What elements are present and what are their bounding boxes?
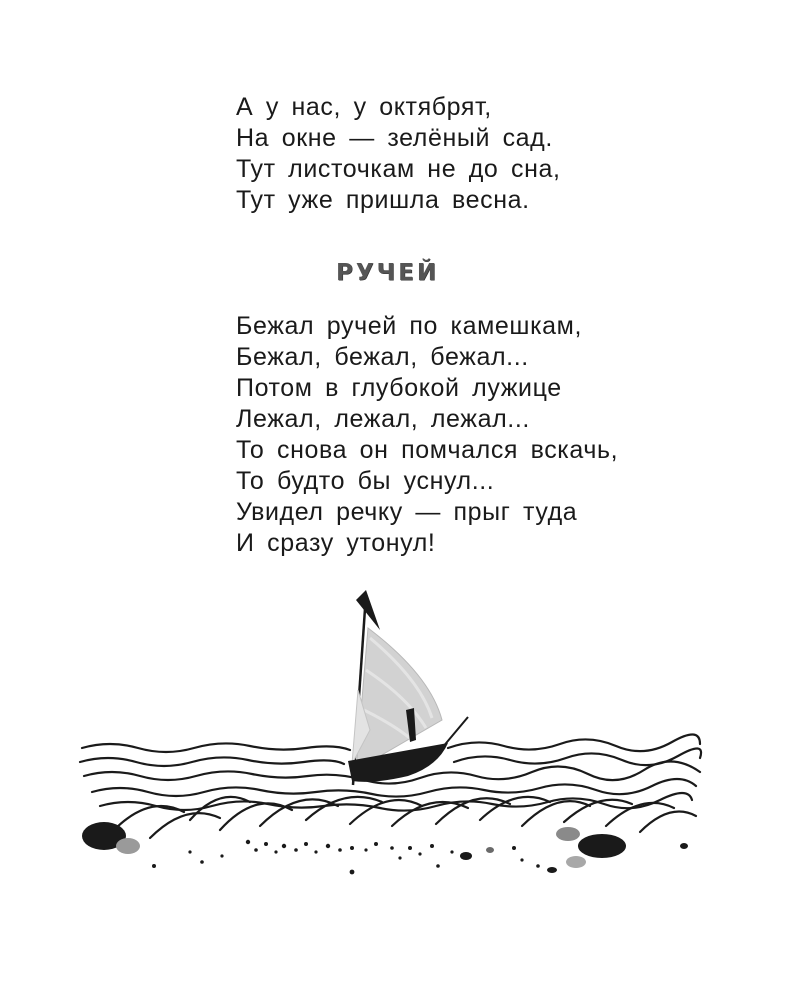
pennant-flag [356, 590, 380, 630]
pebble [566, 856, 586, 868]
poem-line: То будто бы уснул... [236, 467, 495, 495]
poem-line: И сразу утонул! [236, 529, 436, 557]
poem-title: РУЧЕЙ [336, 260, 440, 286]
pebble [486, 847, 494, 853]
pebble [680, 843, 688, 849]
pebble [578, 834, 626, 858]
poem-stanza-brook [236, 311, 618, 559]
pebble [116, 838, 140, 854]
poem-line: Увидел речку — прыг туда [236, 498, 578, 526]
poem-line: Бежал, бежал, бежал... [236, 343, 529, 371]
poem-stanza-october [236, 92, 561, 216]
poem-line: То снова он помчался вскачь, [236, 436, 619, 464]
pebbles [82, 822, 688, 873]
poem-line: Лежал, лежал, лежал... [236, 405, 530, 433]
poem-line: Потом в глубокой лужице [236, 374, 562, 402]
pebble [556, 827, 580, 841]
sailboat-illustration [70, 580, 710, 880]
poem-line: Тут листочкам не до сна, [236, 155, 561, 183]
sailboat [348, 590, 468, 785]
pebble [460, 852, 472, 860]
poem-line: Тут уже пришла весна. [236, 186, 530, 214]
poem-line: Бежал ручей по камешкам, [236, 312, 583, 340]
pebble [547, 867, 557, 873]
poem-line: А у нас, у октябрят, [236, 93, 492, 121]
poem-line: На окне — зелёный сад. [236, 124, 553, 152]
dots [152, 840, 540, 875]
